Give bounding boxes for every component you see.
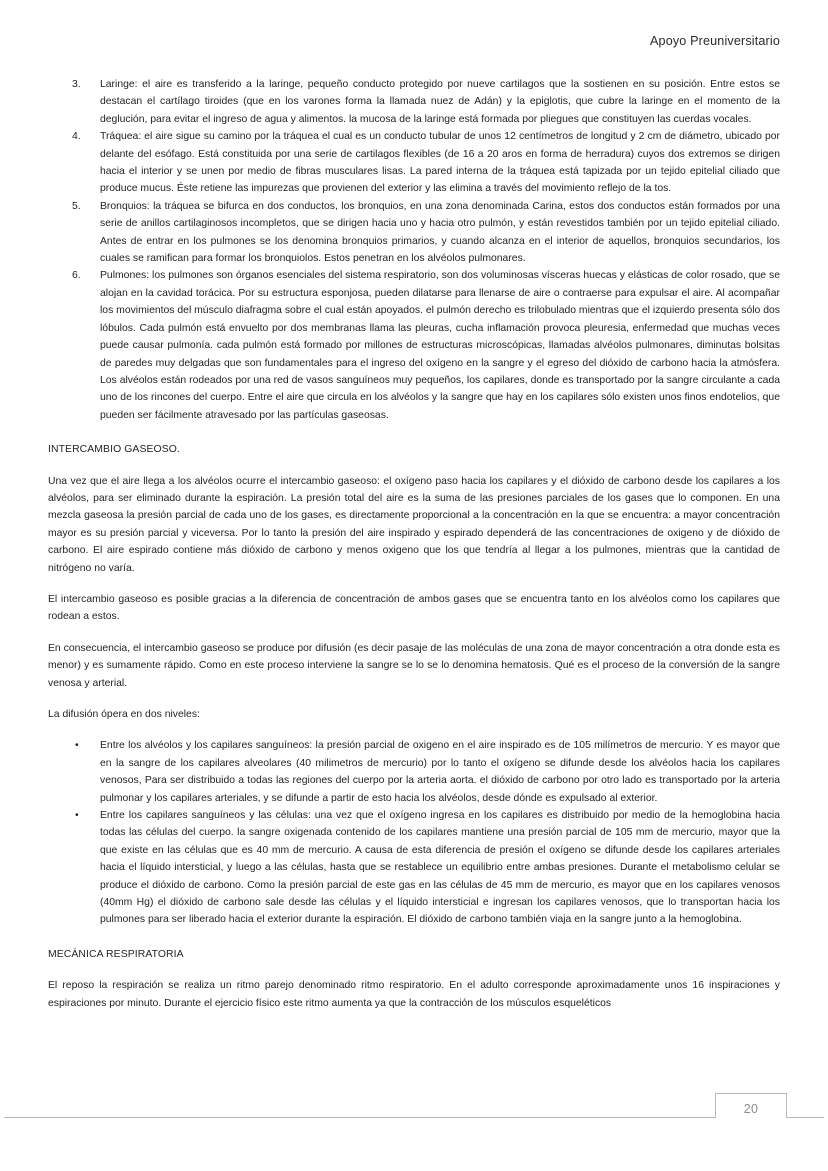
spacer <box>48 626 780 640</box>
page-header <box>48 34 780 48</box>
paragraph: El intercambio gaseoso es posible gracias a la diferencia de concentración de ambos gases que se encuentra tanto en los alvéolos como los capilares que rodean a estos. <box>48 593 780 623</box>
header-title: Apoyo Preuniversitario <box>650 34 780 48</box>
list-marker: 5. <box>72 200 81 212</box>
paragraph: El reposo la respiración se realiza un ritmo parejo denominado ritmo respiratorio. En el adulto corresponde aproximadamente unos 16 inspiraciones y espiraciones por minuto. Durante el ejercicio físico este ritmo aumenta ya que la contracción de los músculos esqueléticos <box>48 980 780 1009</box>
list-item-text: Entre los alvéolos y los capilares sanguíneos: la presión parcial de oxigeno en el aire inspirado es de 105 milímetros de mercurio. Y es mayor que en la sangre de los capilares alveolares (40 milimetros de mercurio) por lo tanto el oxígeno se difunde desde los alvéolos hacia los capilares venosos, Para ser distribuido a todas las regiones del cuerpo por la arteria aorta. el dióxido de carbono por otro lado es transportado por la arteria pulmonar y los capilares arteriales, y se difunde a partir de esto hacia los alvéolos, desde dónde es expulsado al exterior. <box>100 740 780 804</box>
spacer <box>48 963 780 977</box>
paragraph: La difusión ópera en dos niveles: <box>48 709 200 720</box>
numbered-list <box>48 76 780 424</box>
spacer <box>48 723 780 737</box>
list-item <box>48 128 780 198</box>
list-item-text: Bronquios: la tráquea se bifurca en dos conductos, los bronquios, en una zona denominada Carina, estos dos conductos están formados por una serie de anillos cartilaginosos incompletos, que se dirigen hacia uno y hacia otro pulmón, y están revestidos también por un tejido epitelial ciliado. Antes de entrar en los pulmones se los denomina bronquios primarios, y cuando alcanza en el interior de aquellos, bronquios secundarios, los cuales se ramifican para formar los bronquiolos. Estos penetran en los alvéolos pulmonares. <box>100 200 780 265</box>
list-item-text: Pulmones: los pulmones son órganos esenciales del sistema respiratorio, son dos voluminosas vísceras huecas y elásticas de color rosado, que se alojan en la cavidad torácica. Por su estructura esponjosa, pueden dilatarse para llenarse de aire o contraerse para expulsar el aire. Al acompañar los movimientos del músculo diafragma sobre el cual están apoyados. el pulmón derecho es trilobulado mientras que el izquierdo presenta sólo dos lóbulos. Cada pulmón está envuelto por dos membranas llama las pleuras, cucha inflamación provoca pleuresia, enfermedad que muchas veces puede causar pulmonía. cada pulmón está formado por millones de estructuras microscópicas, llamadas alvéolos pulmonares, diminutas bolsitas de paredes muy delgadas que son fundamentales para el ingreso del oxígeno en la sangre y el egreso del dióxido de carbono hacia la atmósfera. Los alvéolos están rodeados por una red de vasos sanguíneos muy pequeños, los capilares, donde es transportado por la sangre circulante a cada uno de los rincones del cuerpo. Entre el aire que circula en los alvéolos y la sangre que hay en los capilares sólo existen unos finos endotelios, que pueden ser fácilmente atravesado por las partículas gaseosas. <box>100 270 780 421</box>
list-marker: 3. <box>72 79 81 90</box>
paragraph: En consecuencia, el intercambio gaseoso se produce por difusión (es decir pasaje de las moléculas de una zona de mayor concentración a otra donde esta es menor) y es sumamente rápido. Como en este proceso interviene la sangre se lo se lo denomina hematosis. Qué es el proceso de la conversión de la sangre venosa y arterial. <box>48 642 780 689</box>
paragraph: Una vez que el aire llega a los alvéolos ocurre el intercambio gaseoso: el oxígeno paso hacia los capilares y el dióxido de carbono desde los capilares a los alvéolos, para ser eliminado durante la espiración. La presión total del aire es la suma de las presiones parciales de los gases que lo componen. En una mezcla gaseosa la presión parcial de cada uno de los gases, es directamente proporcional a la concentración en la que se encuentra: a mayor concentración mayor es su presión parcial y viceversa. Por lo tanto la presión del aire inspirado y espirado dependerá de las concentraciones de oxigeno y de dióxido de carbono. El aire espirado contiene más dióxido de carbono y menos oxigeno que los que tendría al llegar a los pulmones, mientras que la cantidad de nitrógeno no varía. <box>48 475 780 574</box>
list-item <box>48 807 780 929</box>
list-item <box>48 198 780 268</box>
page-footer <box>0 1093 828 1127</box>
footer-rule-left <box>4 1117 715 1118</box>
spacer <box>48 929 780 946</box>
section-heading-mecanica-respiratoria: MECÁNICA RESPIRATORIA <box>48 948 184 960</box>
section-heading-intercambio-gaseoso: INTERCAMBIO GASEOSO. <box>48 444 180 456</box>
list-marker: 6. <box>72 270 81 282</box>
list-item-text: Tráquea: el aire sigue su camino por la tráquea el cual es un conducto tubular de unos 12 centímetros de longitud y 2 cm de diámetro, ubicado por delante del esófago. Está constituida por una serie de cartilagos flexibles (de 16 a 20 aros en forma de herradura) cuyos dos extremos se dirigen hacia el interior y se unen por medio de fibras musculares lisas. La pared interna de la tráquea está tapizada por un tejido epitelial ciliado que produce mucus. Éste retiene las impurezas que provienen del exterior y las elimina a través del movimiento reflejo de la tos. <box>100 131 780 195</box>
document-body <box>48 76 780 1012</box>
list-item <box>48 76 780 128</box>
bulleted-list <box>48 737 780 928</box>
list-marker: 4. <box>72 131 81 143</box>
bullet-icon: • <box>75 740 79 752</box>
spacer <box>48 692 780 706</box>
list-item <box>48 267 780 424</box>
list-item <box>48 737 780 807</box>
spacer <box>48 459 780 473</box>
bullet-icon: • <box>75 810 79 822</box>
page-number: 20 <box>743 1102 759 1116</box>
spacer <box>48 577 780 591</box>
list-item-text: Entre los capilares sanguíneos y las células: una vez que el oxígeno ingresa en los capilares es distribuido por medio de la hemoglobina hacia todas las células del cuerpo. la sangre oxigenada contenido de los capilares mantiene una presión parcial de 105 mm de mercurio, mayor que la que existe en las células que es 40 mm de mercurio. A causa de esta diferencia de presión el oxígeno se difunde desde los capilares arteriales hacia el líquido intersticial, y luego a las células, hasta que se restablece un equilibrio entre ambas presiones. Durante el metabolismo celular se produce el dióxido de carbono. Como la presión parcial de este gas en las células de 45 mm de mercurio, es mayor que en los capilares venosos (40mm Hg) el dióxido de carbono sale desde las células y el líquido intersticial e ingresan los capilares venosos, que lo transportan hacia los pulmones para ser liberado hacia el exterior durante la espiración. El dióxido de carbono también viaja en la sangre junto a la hemoglobina. <box>100 810 780 926</box>
footer-rule-right <box>787 1117 824 1118</box>
spacer <box>48 424 780 441</box>
list-item-text: Laringe: el aire es transferido a la laringe, pequeño conducto protegido por nueve cartilagos que la sostienen en su posición. Entre estos se destacan el cartílago tiroides (que en los varones forma la llamada nuez de Adán) y la epiglotis, que cubre la laringe en el momento de la deglución, para evitar el ingreso de agua y alimentos. la mucosa de la laringe está formada por pliegues que constituyen las cuerdas vocales. <box>100 79 780 125</box>
